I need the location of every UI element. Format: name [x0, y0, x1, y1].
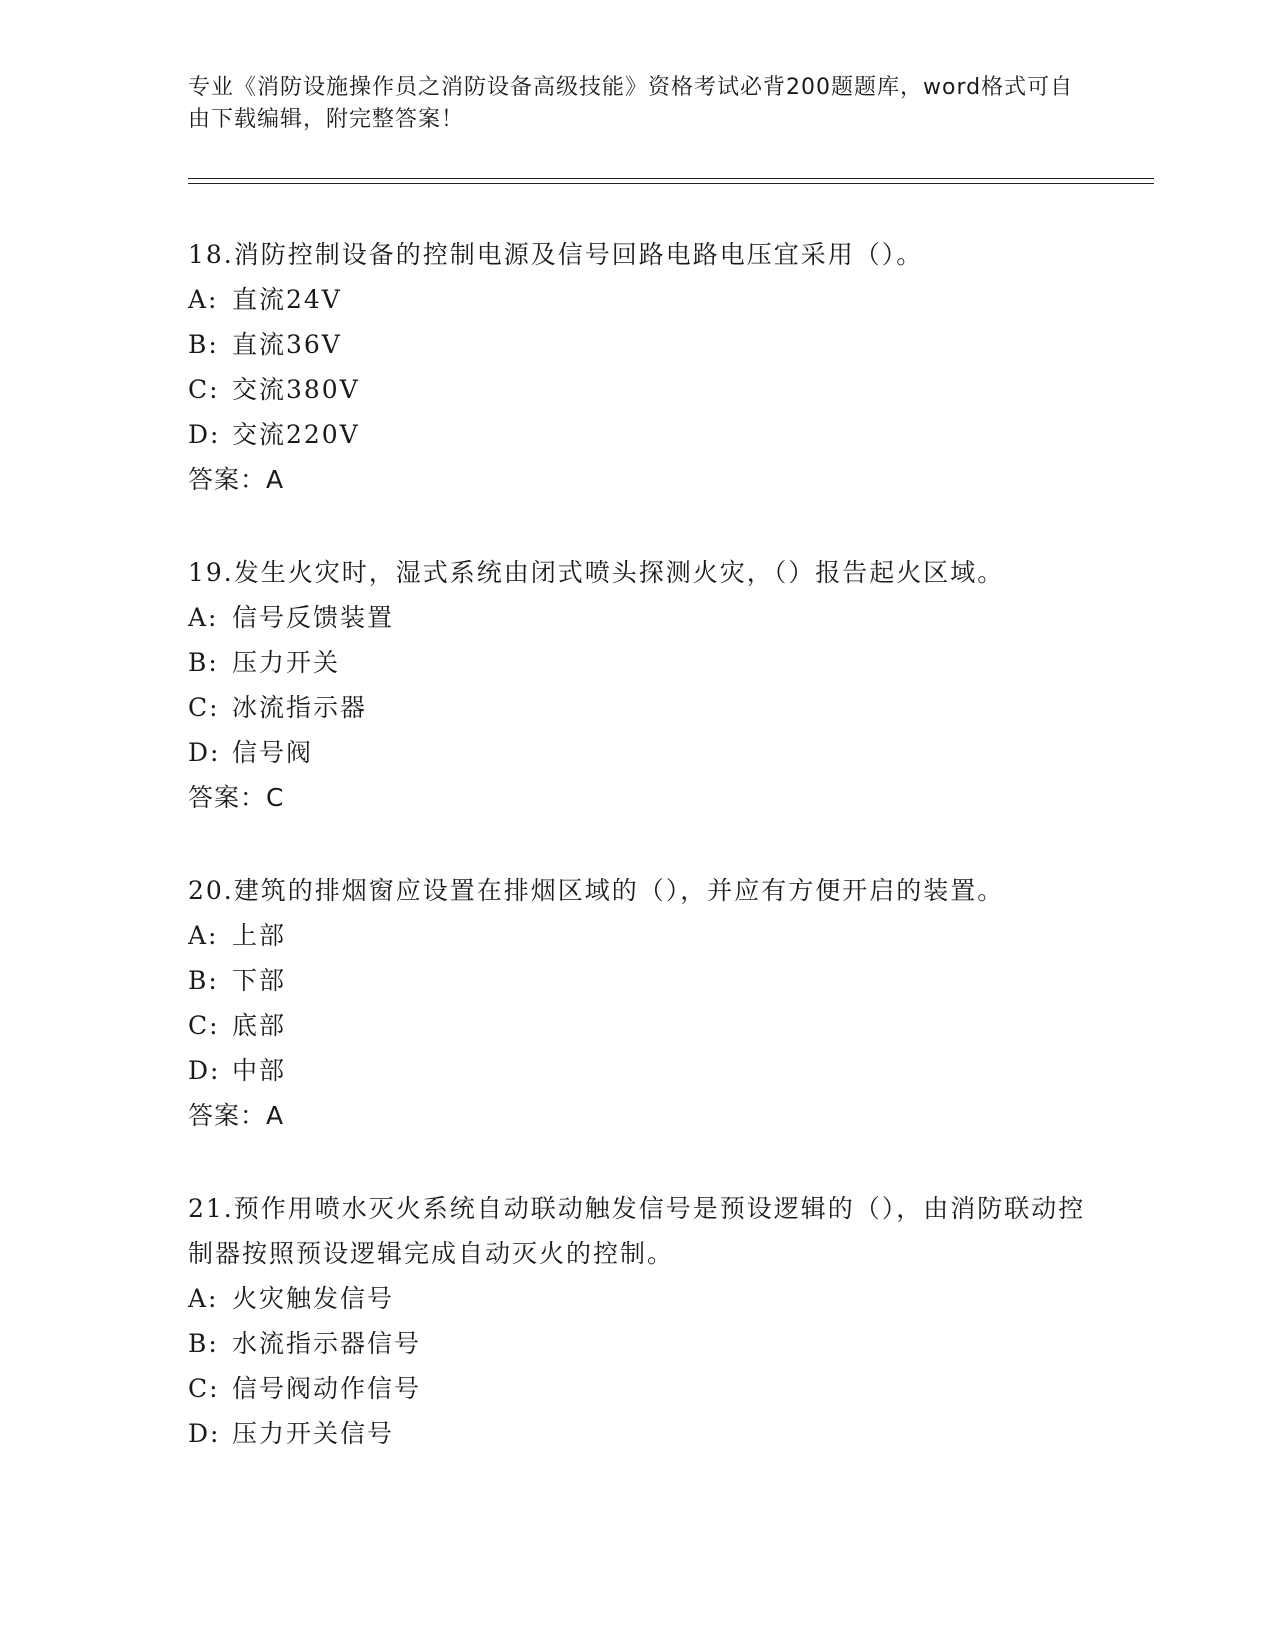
header-divider-top	[188, 178, 1154, 179]
option-text: 水流指示器信号	[232, 1329, 422, 1358]
option-key: A:	[188, 921, 219, 950]
option-text: 交流220V	[232, 420, 360, 449]
option-c	[188, 1003, 1088, 1048]
question-stem: 18.消防控制设备的控制电源及信号回路电路电压宜采用（）。	[188, 240, 924, 269]
option-key: B:	[188, 648, 219, 677]
option-key: B:	[188, 330, 219, 359]
question-stem: 21.预作用喷水灭火系统自动联动触发信号是预设逻辑的（），由消防联动控制器按照预设逻辑完成自动灭火的控制。	[188, 1194, 1086, 1268]
option-a	[188, 277, 1088, 322]
option-c	[188, 685, 1088, 730]
option-text: 直流36V	[232, 330, 342, 359]
option-text: 中部	[232, 1056, 287, 1085]
option-b	[188, 1321, 1088, 1366]
answer-line: 答案：C	[188, 783, 285, 812]
option-c	[188, 1366, 1088, 1411]
document-header: 专业《消防设施操作员之消防设备高级技能》资格考试必背200题题库，word格式可自由下载编辑，附完整答案！	[188, 75, 1074, 132]
question-19	[188, 550, 1088, 820]
option-a	[188, 1276, 1088, 1321]
option-key: C:	[188, 375, 220, 404]
question-20	[188, 868, 1088, 1138]
option-key: A:	[188, 1284, 219, 1313]
option-text: 下部	[232, 966, 287, 995]
option-key: D:	[188, 738, 221, 767]
option-text: 火灾触发信号	[232, 1284, 395, 1313]
option-key: C:	[188, 1374, 220, 1403]
option-key: D:	[188, 420, 221, 449]
option-key: B:	[188, 966, 219, 995]
option-b	[188, 958, 1088, 1003]
option-key: C:	[188, 693, 220, 722]
option-text: 直流24V	[232, 285, 342, 314]
option-d	[188, 412, 1088, 457]
option-text: 交流380V	[232, 375, 360, 404]
question-18	[188, 232, 1088, 502]
option-text: 压力开关信号	[232, 1419, 395, 1448]
question-21	[188, 1186, 1088, 1456]
option-text: 信号阀动作信号	[232, 1374, 422, 1403]
option-text: 冰流指示器	[232, 693, 368, 722]
option-d	[188, 1048, 1088, 1093]
option-text: 底部	[232, 1011, 287, 1040]
option-text: 上部	[232, 921, 287, 950]
option-b	[188, 322, 1088, 367]
option-key: D:	[188, 1419, 221, 1448]
option-a	[188, 595, 1088, 640]
answer-line: 答案：A	[188, 1101, 285, 1130]
question-stem: 20.建筑的排烟窗应设置在排烟区域的（），并应有方便开启的装置。	[188, 876, 1005, 905]
option-key: C:	[188, 1011, 220, 1040]
header-divider-bottom	[188, 183, 1154, 184]
option-text: 压力开关	[232, 648, 341, 677]
option-key: A:	[188, 603, 219, 632]
option-d	[188, 1411, 1088, 1456]
option-a	[188, 913, 1088, 958]
option-text: 信号阀	[232, 738, 314, 767]
answer-line: 答案：A	[188, 465, 285, 494]
option-c	[188, 367, 1088, 412]
option-d	[188, 730, 1088, 775]
option-key: D:	[188, 1056, 221, 1085]
option-key: A:	[188, 285, 219, 314]
option-text: 信号反馈装置	[232, 603, 395, 632]
option-key: B:	[188, 1329, 219, 1358]
option-b	[188, 640, 1088, 685]
question-stem: 19.发生火灾时，湿式系统由闭式喷头探测火灾，（）报告起火区域。	[188, 558, 1005, 587]
